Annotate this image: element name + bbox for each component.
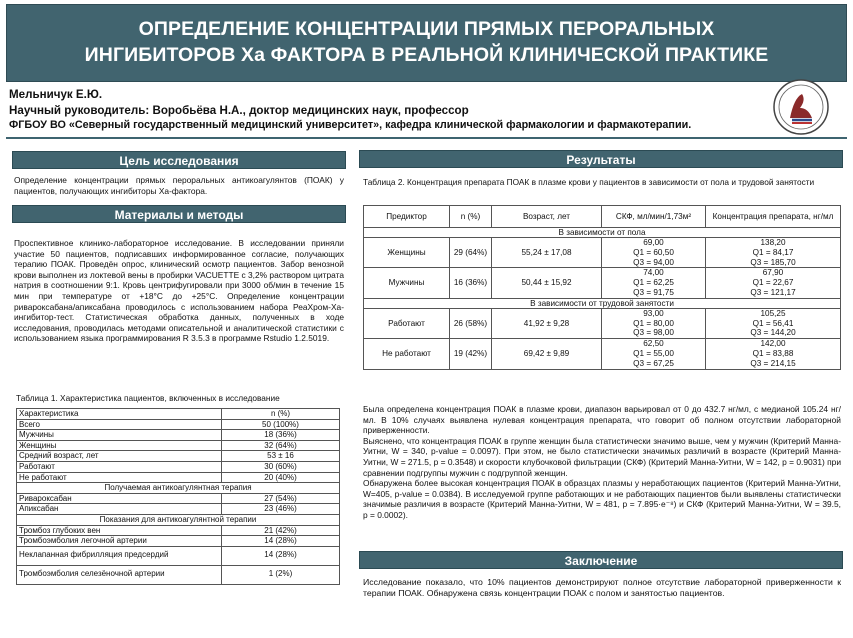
table-row	[17, 565, 340, 584]
table-header-cell: Предиктор	[364, 206, 450, 228]
q3-value: Q3 = 98,00	[633, 328, 674, 338]
q1-value: Q1 = 60,50	[633, 247, 674, 257]
median-value: 62,50	[643, 339, 664, 349]
median-value: 93,00	[643, 308, 664, 318]
table-cell: 27 (54%)	[222, 493, 340, 504]
concentration-table	[363, 205, 841, 370]
q3-value: Q3 = 214,15	[750, 358, 796, 368]
q1-value: Q1 = 83,88	[752, 348, 794, 358]
table-row	[17, 525, 340, 536]
poster-title-line1: ОПРЕДЕЛЕНИЕ КОНЦЕНТРАЦИИ ПРЯМЫХ ПЕРОРАЛЬНЫХ	[138, 18, 715, 40]
table-header-cell: n (%)	[222, 409, 340, 420]
table-cell: Не работают	[17, 472, 222, 483]
table-row	[17, 536, 340, 547]
q1-value: Q1 = 55,00	[633, 348, 674, 358]
table-cell: 23 (46%)	[222, 504, 340, 515]
table-row	[364, 308, 841, 338]
table-cell: 26 (58%)	[450, 308, 492, 338]
q1-value: Q1 = 84,17	[752, 247, 794, 257]
table-cell: Мужчины	[17, 430, 222, 441]
table-cell: 29 (64%)	[450, 238, 492, 268]
table-cell: 18 (36%)	[222, 430, 340, 441]
table-header-cell: Характеристика	[17, 409, 222, 420]
table-cell: Средний возраст, лет	[17, 451, 222, 462]
results-heading: Результаты	[359, 150, 843, 168]
table-cell	[706, 339, 841, 369]
q3-value: Q3 = 91,75	[633, 287, 674, 297]
table-group-label: В зависимости от пола	[364, 228, 841, 238]
table-cell	[706, 238, 841, 268]
table-cell: Женщины	[364, 238, 450, 268]
patient-characteristics-table	[16, 408, 340, 585]
q3-value: Q3 = 144,20	[750, 328, 796, 338]
table-cell: 14 (28%)	[222, 546, 340, 565]
q3-value: Q3 = 94,00	[633, 257, 674, 267]
table-subheader-row	[17, 514, 340, 525]
table-cell: 19 (42%)	[450, 339, 492, 369]
table-group-row	[364, 298, 841, 308]
table-row	[364, 238, 841, 268]
table-cell: 14 (28%)	[222, 536, 340, 547]
q3-value: Q3 = 67,25	[633, 358, 674, 368]
table-header-cell: n (%)	[450, 206, 492, 228]
table-cell: Работают	[17, 461, 222, 472]
table-cell: Женщины	[17, 440, 222, 451]
table-cell	[602, 339, 706, 369]
conclusion-text: Исследование показало, что 10% пациентов демонстрируют полное отсутствие лабораторной приверженности к терапии ПОАК. Обнаружена связь концентрации ПОАК с полом и занятостью пациентов.	[363, 577, 841, 598]
table2-caption: Таблица 2. Концентрация препарата ПОАК в плазме крови у пациентов в зависимости от пола и трудовой занятости	[363, 177, 815, 187]
table-cell: Работают	[364, 308, 450, 338]
median-value: 69,00	[643, 238, 664, 247]
results-text	[363, 404, 841, 521]
aim-heading: Цель исследования	[12, 151, 346, 169]
table-header-cell: СКФ, мл/мин/1,73м²	[602, 206, 706, 228]
table-cell: 21 (42%)	[222, 525, 340, 536]
table-cell: 16 (36%)	[450, 268, 492, 298]
table-row	[364, 339, 841, 369]
table-cell	[602, 308, 706, 338]
table-cell	[706, 308, 841, 338]
table-cell: Не работают	[364, 339, 450, 369]
table-row	[364, 268, 841, 298]
median-value: 142,00	[760, 339, 786, 349]
table-cell: 30 (60%)	[222, 461, 340, 472]
table-group-row	[364, 228, 841, 238]
author-name: Мельничук Е.Ю.	[9, 88, 103, 101]
table-cell: 55,24 ± 17,08	[492, 238, 602, 268]
table-row	[17, 472, 340, 483]
table-header-row	[364, 206, 841, 228]
table-row	[17, 493, 340, 504]
poster-title-banner	[6, 4, 847, 82]
methods-text: Проспективное клинико-лабораторное исследование. В исследовании приняли участие 50 пациентов, подписавших информированное согласие, получающих терапию ПОАК. Проведён опрос, клинический осмотр пациентов. Забор венозной крови выполнен из локтевой вены в пробирки VACUETTE с 3,2% раствором цитрата натрия в соотношении 9:1. Кровь центрифугировали при 3000 об/мин в течение 15 мин при температуре от +18°С до +25°С. Определение концентрации ривароксабана/апиксабана проводилось с использованием набора РеаХром-Ха-ингибитор-тест. Статистическая обработка данных, полученных в ходе исследования, проводилась методами описательной и аналитической статистики с использованием языка программирования R 3.5.3 в программе Rstudio 1.2.5019.	[14, 238, 345, 344]
results-paragraph: Была определена концентрация ПОАК в плазме крови, диапазон варьировал от 0 до 432.7 нг/мл, с медианой 105.24 нг/мл. В 10% случаях выявлена нулевая концентрация препарата, что говорит об полном отсутствии лабораторной приверженности.	[363, 404, 841, 436]
median-value: 67,90	[762, 268, 784, 278]
table-header-row	[17, 409, 340, 420]
university-emblem-icon	[772, 78, 830, 136]
table-cell: Неклапанная фибрилляция предсердий	[17, 546, 222, 565]
median-value: 138,20	[760, 238, 786, 247]
table-cell: Апиксабан	[17, 504, 222, 515]
table-cell: Тромбоэмболия легочной артерии	[17, 536, 222, 547]
q1-value: Q1 = 56,41	[752, 318, 794, 328]
q3-value: Q3 = 121,17	[750, 287, 796, 297]
table-cell: Ривароксабан	[17, 493, 222, 504]
table-subheader: Получаемая антикоагулянтная терапия	[17, 483, 340, 494]
table-cell	[602, 268, 706, 298]
table-row	[17, 440, 340, 451]
institution: ФГБОУ ВО «Северный государственный медицинский университет», кафедра клинической фармакологии и фармакотерапии.	[9, 119, 692, 131]
median-value: 74,00	[643, 268, 664, 278]
table-row	[17, 430, 340, 441]
table-cell: Тромбоэмболия селезёночной артерии	[17, 565, 222, 584]
results-paragraph: Выяснено, что концентрация ПОАК в группе женщин была статистически значимо выше, чем у мужчин (Критерий Манна-Уитни, W = 340, p-value = 0.0097). При этом, не было статистически значимых различий в возрасте (Критерий Манна-Уитни, W = 271.5, p = 0.3548) и скорости клубочковой фильтрации (СКФ) (Критерий Манна-Уитни, W = 142, p = 0.9031) при сравнении подгруппы мужчин с подгруппой женщин.	[363, 435, 841, 478]
table-cell: Тромбоз глубоких вен	[17, 525, 222, 536]
table-cell: 50,44 ± 15,92	[492, 268, 602, 298]
table-cell: 69,42 ± 9,89	[492, 339, 602, 369]
table-cell	[706, 268, 841, 298]
median-value: 105,25	[760, 308, 786, 318]
q1-value: Q1 = 62,25	[633, 278, 674, 288]
table-cell: 53 ± 16	[222, 451, 340, 462]
header-divider	[6, 137, 847, 139]
table-row	[17, 461, 340, 472]
table-row	[17, 419, 340, 430]
table-header-cell: Возраст, лет	[492, 206, 602, 228]
table-cell: Мужчины	[364, 268, 450, 298]
table-cell: 50 (100%)	[222, 419, 340, 430]
table1-caption: Таблица 1. Характеристика пациентов, включенных в исследование	[16, 393, 280, 403]
table-subheader-row	[17, 483, 340, 494]
q1-value: Q1 = 80,00	[633, 318, 674, 328]
conclusion-heading: Заключение	[359, 551, 843, 569]
authors-block	[9, 87, 769, 134]
poster-title-line2: ИНГИБИТОРОВ Ха ФАКТОРА В РЕАЛЬНОЙ КЛИНИЧЕСКОЙ ПРАКТИКЕ	[84, 44, 769, 66]
table-row	[17, 504, 340, 515]
table-cell	[602, 238, 706, 268]
methods-heading: Материалы и методы	[12, 205, 346, 223]
table-header-cell: Концентрация препарата, нг/мл	[706, 206, 841, 228]
q3-value: Q3 = 185,70	[750, 257, 796, 267]
table-subheader: Показания для антикоагулянтной терапии	[17, 514, 340, 525]
table-cell: 20 (40%)	[222, 472, 340, 483]
results-paragraph: Обнаружена более высокая концентрация ПОАК в образцах плазмы у неработающих пациентов (Критерий Манна-Уитни, W=405, p-value = 0.0384). В исследуемой группе работающих и не работающих пациентов были выявлены статистически значимые различия в возрасте (Критерий Манна-Уитни, W = 481, p = 7.895·e⁻⁸) и СКФ (Критерий Манна-Уитни, W = 39.5, p = 0.0002).	[363, 478, 841, 520]
q1-value: Q1 = 22,67	[752, 278, 794, 288]
table-cell: 1 (2%)	[222, 565, 340, 584]
aim-text: Определение концентрации прямых пероральных антикоагулянтов (ПОАК) у пациентов, получающих ингибиторы Ха-фактора.	[14, 175, 344, 196]
table-row	[17, 546, 340, 565]
table-row	[17, 451, 340, 462]
table-cell: 32 (64%)	[222, 440, 340, 451]
table-cell: 41,92 ± 9,28	[492, 308, 602, 338]
table-group-label: В зависимости от трудовой занятости	[364, 298, 841, 308]
table-cell: Всего	[17, 419, 222, 430]
supervisor: Научный руководитель: Воробьёва Н.А., доктор медицинских наук, профессор	[9, 103, 469, 117]
